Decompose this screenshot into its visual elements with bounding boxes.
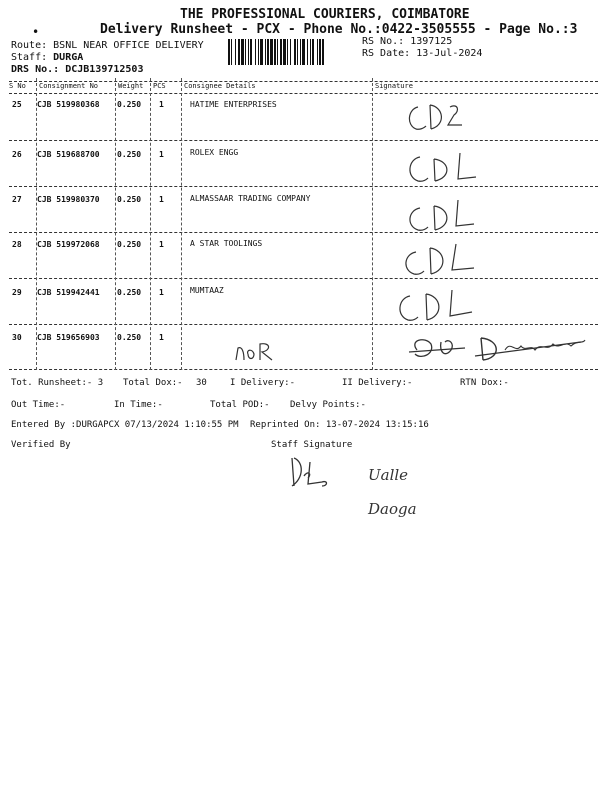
col-header-weight: Weight: [118, 82, 144, 90]
reprinted-on: Reprinted On: 13-07-2024 13:15:16: [250, 420, 429, 430]
in-time: In Time:-: [114, 400, 163, 410]
signature-cdl-row-27: [398, 192, 488, 237]
handwritten-note-row-30: [230, 336, 300, 368]
row-consignment: CJB 519688700: [37, 150, 100, 159]
rtn-dox: RTN Dox:-: [460, 378, 509, 388]
row-weight: 0.250: [117, 240, 142, 249]
row-consignee: HATIME ENTERPRISES: [190, 100, 277, 109]
row-weight: 0.250: [117, 288, 142, 297]
row-consignee: ALMASSAAR TRADING COMPANY: [190, 194, 311, 203]
total-pod: Total POD:-: [210, 400, 270, 410]
row-pcs: 1: [159, 333, 164, 342]
row-weight: 0.250: [117, 150, 142, 159]
row-pcs: 1: [159, 150, 164, 159]
row-consignee: A STAR TOOLINGS: [190, 239, 263, 248]
row-weight: 0.250: [117, 333, 142, 342]
col-header-signature: Signature: [375, 82, 413, 90]
rs-no-line: RS No.: 1397125: [362, 36, 453, 47]
route-line: Route: BSNL NEAR OFFICE DELIVERY: [11, 40, 204, 51]
total-dox-value: 30: [196, 378, 207, 388]
row-pcs: 1: [159, 100, 164, 109]
delvy-points: Delvy Points:-: [290, 400, 366, 410]
signature-values: [0, 0, 1, 1]
row-consignment: CJB 519972068: [37, 240, 100, 249]
row-pcs: 1: [159, 195, 164, 204]
total-dox-label: Total Dox:-: [123, 378, 183, 388]
company-name: THE PROFESSIONAL COURIERS, COIMBATORE: [180, 7, 470, 22]
i-delivery: I Delivery:-: [230, 378, 296, 388]
entered-by: Entered By :DURGAPCX 07/13/2024 1:10:55 PM: [11, 420, 239, 430]
signature-cdl-row-29: [390, 284, 490, 329]
row-consignment: CJB 519942441: [37, 288, 100, 297]
row-sno: 25: [12, 100, 22, 109]
row-weight: 0.250: [117, 100, 142, 109]
signature-cdl-row-26: [398, 145, 488, 190]
drs-line: DRS No.: DCJB139712503: [11, 64, 144, 75]
row-sno: 29: [12, 288, 22, 297]
out-time: Out Time:-: [11, 400, 66, 410]
row-consignment: CJB 519980368: [37, 100, 100, 109]
verified-by: Verified By: [11, 440, 71, 450]
row-sno: 28: [12, 240, 22, 249]
staff-signature-label: Staff Signature: [271, 440, 353, 450]
handwritten-name-line-2: Daoga: [368, 500, 417, 518]
row-consignee: MUMTAAZ: [190, 286, 224, 295]
ii-delivery: II Delivery:-: [342, 378, 413, 388]
col-header-consignee: Consignee Details: [184, 82, 256, 90]
rs-date-line: RS Date: 13-Jul-2024: [362, 48, 483, 59]
handwritten-name-line-1: Ualle: [368, 466, 409, 484]
row-pcs: 1: [159, 240, 164, 249]
row-sno: 27: [12, 195, 22, 204]
staff-line: Staff: DURGA: [11, 52, 84, 63]
row-consignment: CJB 519656903: [37, 333, 100, 342]
row-sno: 30: [12, 333, 22, 342]
signature-cdl-row-28: [396, 238, 486, 283]
col-header-consignment: Consignment No: [39, 82, 99, 90]
row-sno: 26: [12, 150, 22, 159]
row-consignment: CJB 519980370: [37, 195, 100, 204]
staff-signature-mark: [282, 452, 332, 492]
signature-cdl-row-25: [400, 95, 470, 140]
row30-note: [0, 0, 1, 1]
tot-runsheet: Tot. Runsheet:- 3: [11, 378, 104, 388]
col-header-pcs: PCS: [153, 82, 166, 90]
row-signature-text: [0, 0, 1, 1]
bullet-mark: •: [32, 25, 40, 39]
signature-row-30: [405, 330, 595, 370]
row-weight: 0.250: [117, 195, 142, 204]
runsheet-title: Delivery Runsheet - PCX - Phone No.:0422-3505555 - Page No.:3: [100, 22, 578, 37]
col-header-sno: S No: [9, 82, 26, 90]
row-consignee: ROLEX ENGG: [190, 148, 239, 157]
barcode: [228, 39, 354, 65]
runsheet-table: [9, 78, 598, 370]
row-pcs: 1: [159, 288, 164, 297]
